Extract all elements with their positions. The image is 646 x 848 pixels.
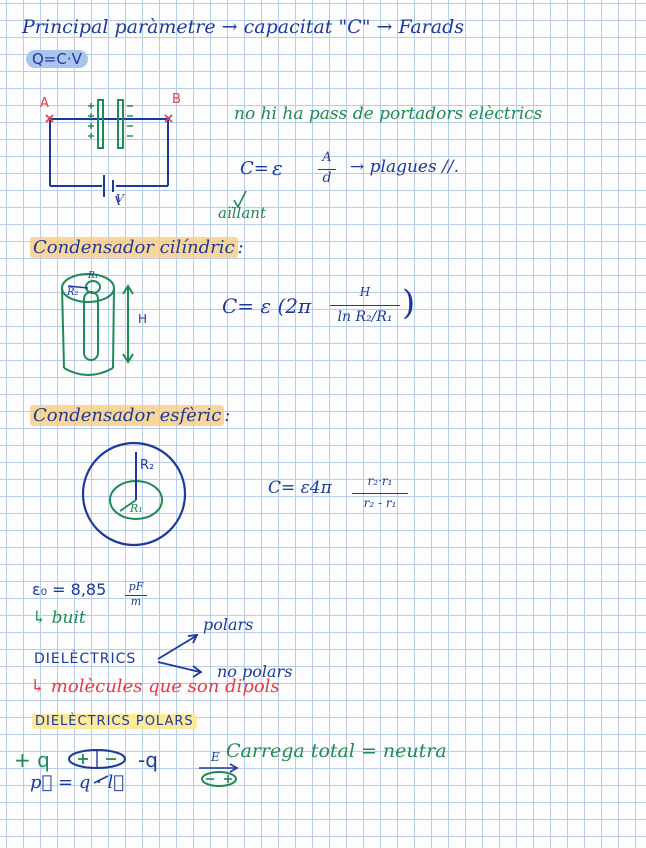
field-label: E [211, 750, 220, 764]
point-a-label: A [40, 96, 49, 111]
cylinder-formula-suffix: ) [402, 283, 416, 323]
sphere-title: Condensador esfèric : [30, 405, 230, 426]
page-title: Principal paràmetre → capacitat "C" → Farads [22, 16, 465, 38]
vacuum-eps: ε₀ = 8,85 [32, 580, 107, 599]
point-b-label: B [172, 92, 181, 107]
sphere-formula-num: r₂·r₁ [367, 474, 393, 488]
cylinder-formula-prefix: C= ε (2π [222, 294, 312, 318]
no-carrier-note: no hi ha pass de portadors elèctrics [234, 104, 543, 124]
vacuum-unit-num: pF [128, 580, 144, 593]
sphere-r2-label: R₂ [140, 458, 155, 473]
dielectrics-label: DIELÈCTRICS [34, 651, 137, 667]
cylinder-title: Condensador cilíndric : [30, 237, 244, 258]
plate-formula-den: d [322, 170, 332, 186]
branch-polar-label: polars [203, 615, 254, 634]
plate-formula-note: → plagues //. [350, 157, 459, 177]
vacuum-unit-den: m [130, 595, 142, 608]
insulator-label: aïllant [218, 204, 266, 222]
dipole-moment: p⃗ = q · l⃗ [30, 772, 125, 793]
negative-charge: -q [138, 748, 158, 772]
sphere-formula-den: r₂ - r₁ [363, 496, 397, 510]
sphere-formula-prefix: C= ε4π [268, 478, 332, 498]
charge-formula-text: Q=C·V [26, 50, 88, 68]
cylinder-title-text: Condensador cilíndric [30, 237, 238, 258]
sphere-title-text: Condensador esfèric [30, 405, 224, 426]
plate-formula-num: A [322, 150, 332, 165]
cylinder-r2-label: R₂ [67, 287, 79, 298]
plate-formula-lhs: C= [240, 158, 269, 179]
branch-nonpolar-label: no polars [217, 662, 293, 681]
cylinder-r1-label: R₁ [88, 271, 99, 281]
dipole-note: ↳ molècules que son dipols [30, 676, 280, 697]
cylinder-h-label: H [138, 312, 148, 326]
cylinder-formula-num: H [359, 285, 371, 299]
voltage-label: V [116, 192, 124, 205]
plate-formula-eps: ε [272, 156, 283, 180]
polar-title-text: DIELÈCTRICS POLARS [32, 714, 197, 729]
sphere-r1-label: R₁ [130, 502, 143, 515]
neutral-note: Carrega total = neutra [226, 740, 447, 762]
positive-charge: + q [14, 748, 50, 772]
cylinder-formula-den: ln R₂/R₁ [337, 309, 393, 325]
vacuum-note: ↳ buit [32, 608, 86, 628]
